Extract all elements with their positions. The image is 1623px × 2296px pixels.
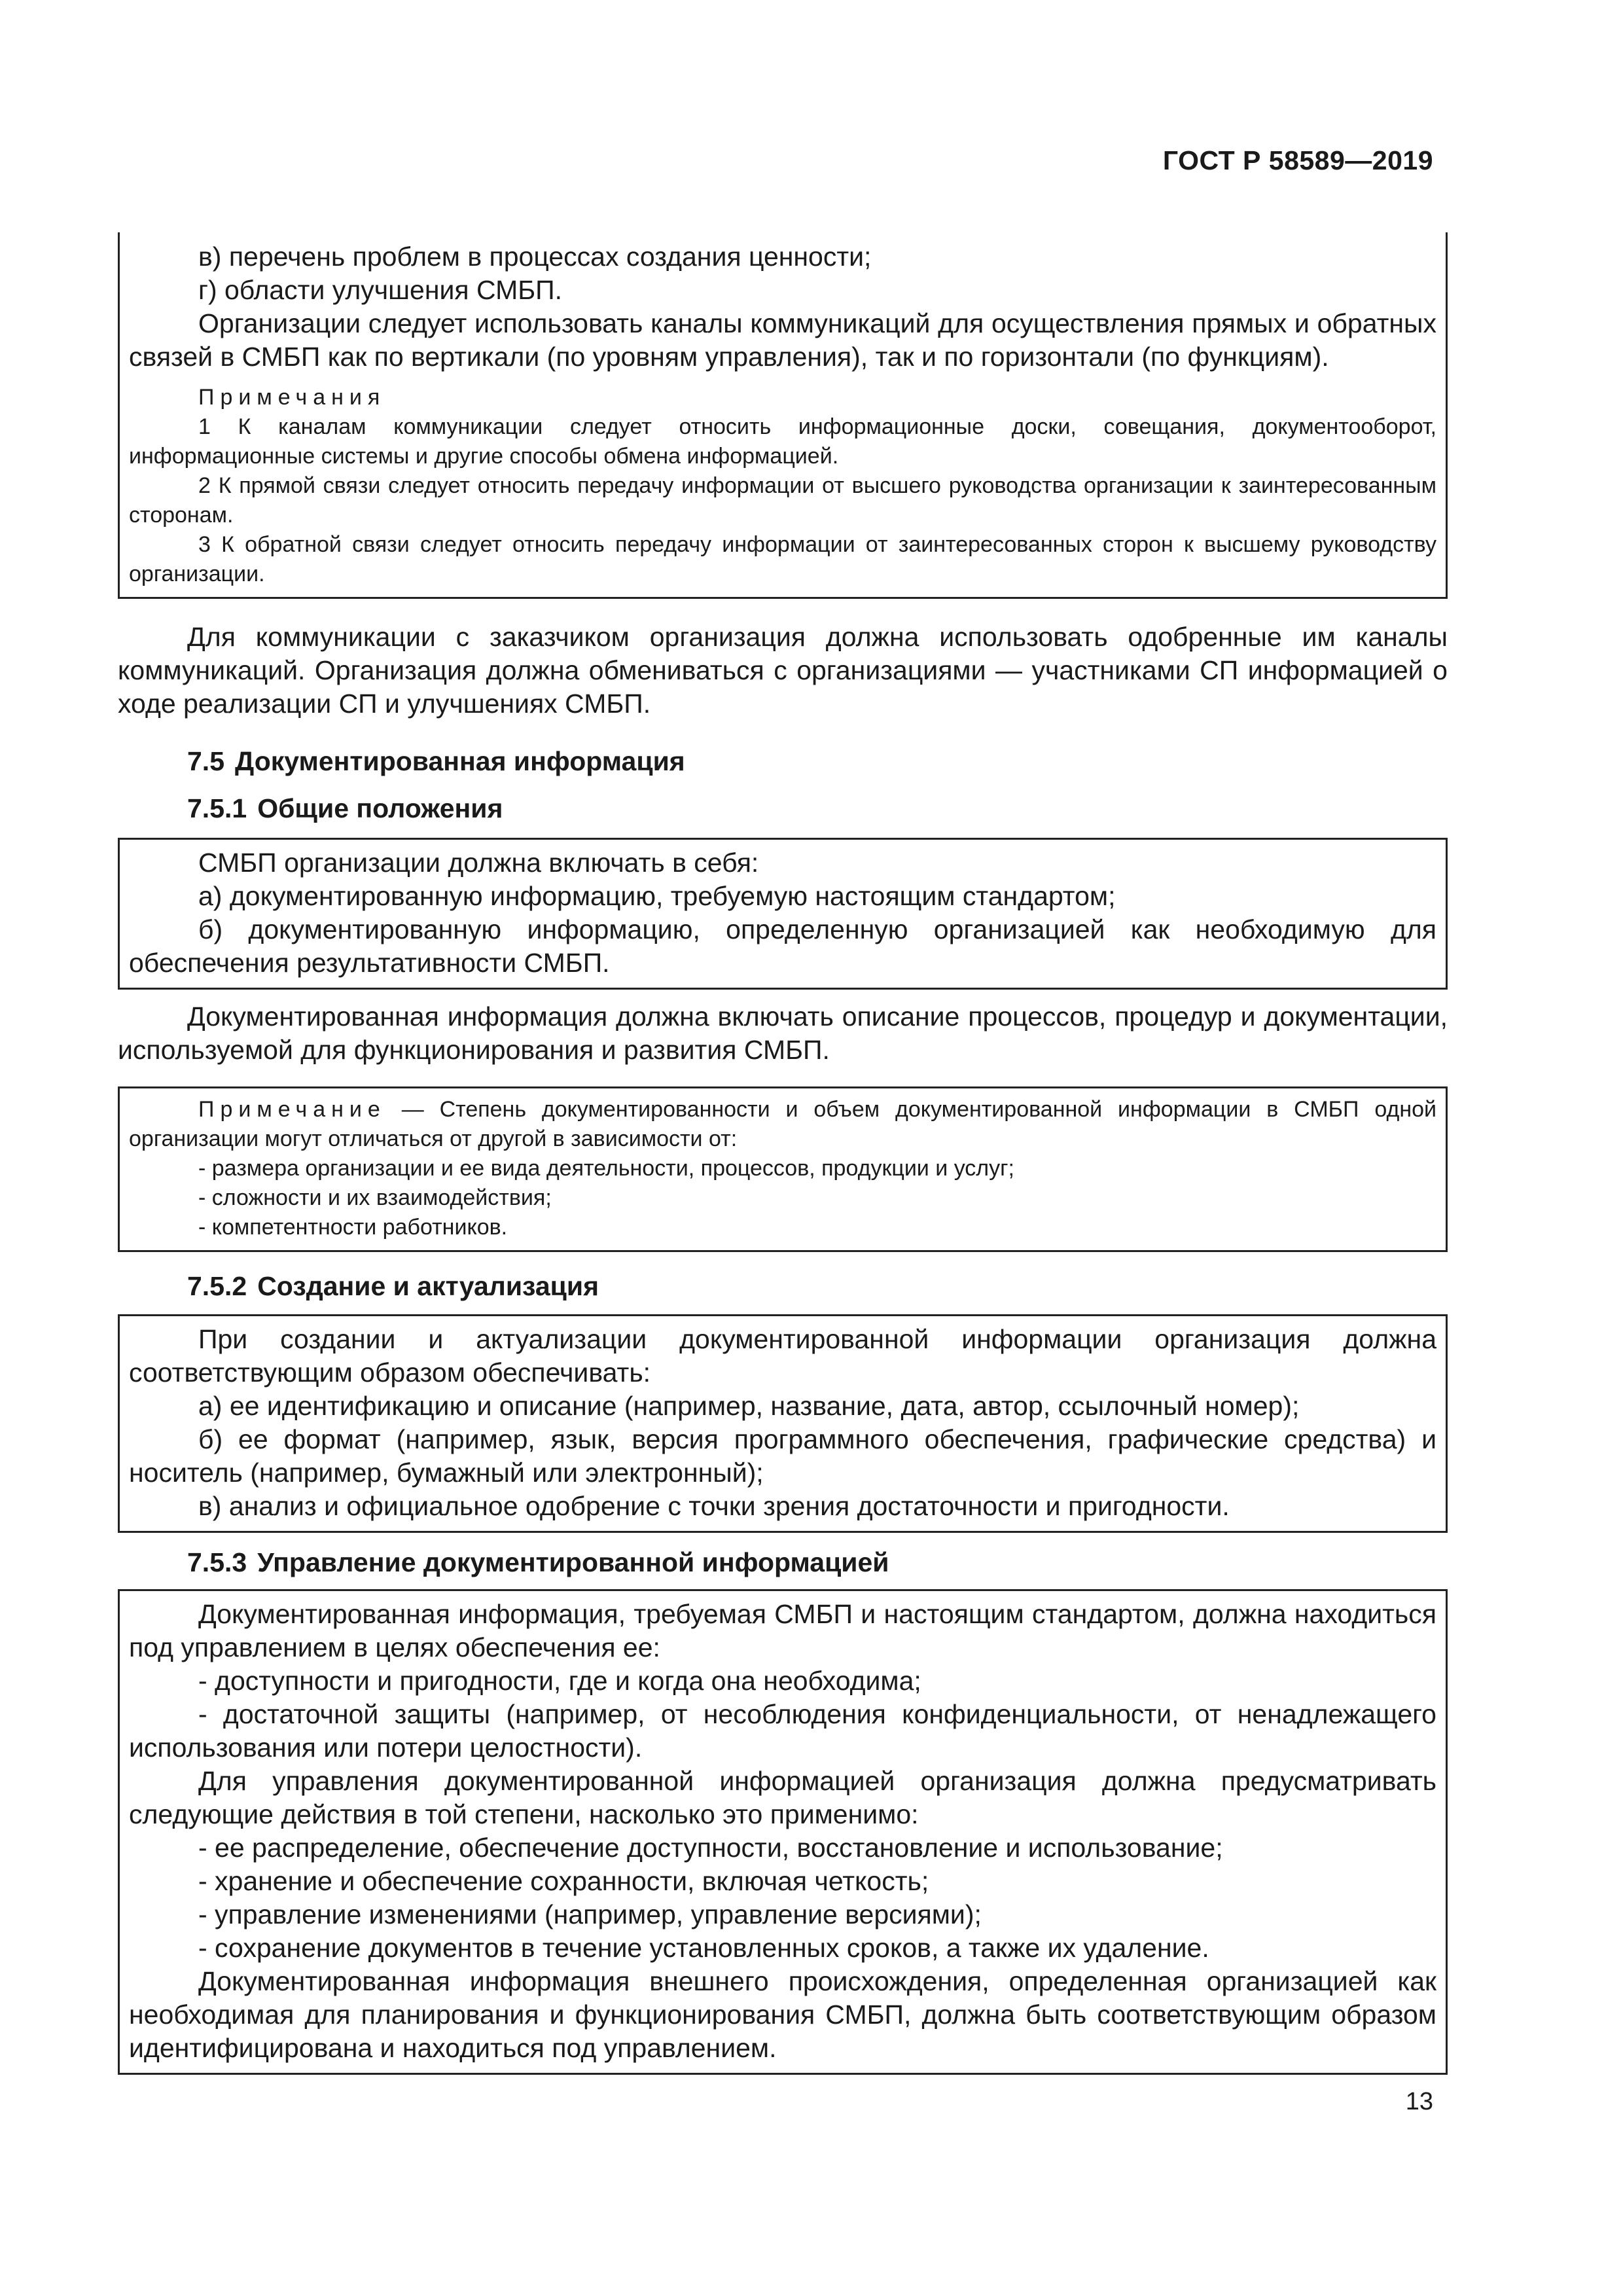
note-list-item: - сложности и их взаимодействия; [198,1185,552,1210]
note-list-item: - размера организации и ее вида деятельности, процессов, продукции и услуг; [198,1156,1014,1181]
box-7-5-1 [118,838,1448,990]
section-heading-7-5 [187,745,685,778]
paragraph: Организации следует использовать каналы коммуникаций для осуществления прямых и обратных связей в СМБП как по вертикали (по уровням управления), так и по горизонтали (по функциям). [129,308,1436,372]
paragraph: Для коммуникации с заказчиком организация должна использовать одобренные им каналы коммуникаций. Организация должна обмениваться с организациями — участниками СП информацией о ходе реализации СП и улучшениях СМБП. [118,622,1448,719]
list-item: в) перечень проблем в процессах создания ценности; [198,242,872,272]
section-number: 7.5.3 [187,1547,247,1577]
section-title: Общие положения [257,793,503,823]
section-title: Документированная информация [235,746,685,776]
section-title: Создание и актуализация [257,1271,599,1301]
list-item: б) документированную информацию, определенную организацией как необходимую для обеспечения результативности СМБП. [129,914,1436,978]
note-label: Примечание [198,1097,386,1122]
section-heading-7-5-1 [187,792,503,825]
note-paragraph [129,1095,1436,1154]
customer-paragraph-block [118,620,1448,721]
section-number: 7.5.1 [187,793,247,823]
list-item: в) анализ и официальное одобрение с точки зрения достаточности и пригодности. [198,1491,1230,1521]
section-heading-7-5-2 [187,1270,599,1303]
paragraph: При создании и актуализации документированной информации организация должна соответствующим образом обеспечивать: [129,1324,1436,1388]
note-box-7-5-1 [118,1086,1448,1252]
list-item: - достаточной защиты (например, от несоблюдения конфиденциальности, от ненадлежащего использования или потери целостности). [129,1699,1436,1763]
list-item: а) ее идентификацию и описание (например, название, дата, автор, ссылочный номер); [198,1391,1300,1421]
section-title: Управление документированной информацией [257,1547,889,1577]
notes-title: Примечания [198,385,386,410]
section-heading-7-5-3 [187,1546,889,1579]
note-list-item: - компетентности работников. [198,1215,508,1240]
paragraph: СМБП организации должна включать в себя: [198,848,759,878]
list-item: - ее распределение, обеспечение доступности, восстановление и использование; [198,1833,1223,1863]
note-item: 1 К каналам коммуникации следует относить информационные доски, совещания, документооборот, информационные системы и другие способы обмена информацией. [129,414,1436,469]
document-header: ГОСТ Р 58589—2019 [1162,145,1433,175]
note-text: — Степень документированности и объем документированной информации в СМБП одной организации могут отличаться от другой в зависимости от: [129,1097,1436,1151]
top-box [118,232,1448,599]
box-7-5-2 [118,1314,1448,1533]
paragraph: Документированная информация должна включать описание процессов, процедур и документации, используемой для функционирования и развития СМБП. [118,1001,1448,1065]
list-item: б) ее формат (например, язык, версия программного обеспечения, графические средства) и носитель (например, бумажный или электронный); [129,1424,1436,1488]
list-item: а) документированную информацию, требуемую настоящим стандартом; [198,881,1116,911]
list-item: - доступности и пригодности, где и когда она необходима; [198,1666,921,1696]
list-item: г) области улучшения СМБП. [198,275,563,305]
paragraph: Документированная информация, требуемая СМБП и настоящим стандартом, должна находиться под управлением в целях обеспечения ее: [129,1599,1436,1662]
list-item: - управление изменениями (например, управление версиями); [198,1899,982,1929]
page-number: 13 [1405,2088,1433,2115]
doc-info-paragraph-block [118,1000,1448,1067]
note-item: 2 К прямой связи следует относить передачу информации от высшего руководства организации к заинтересованным сторонам. [129,473,1436,528]
box-7-5-3 [118,1589,1448,2075]
section-number: 7.5.2 [187,1271,247,1301]
note-item: 3 К обратной связи следует относить передачу информации от заинтересованных сторон к высшему руководству организации. [129,532,1436,586]
section-number: 7.5 [187,746,224,776]
paragraph: Для управления документированной информацией организация должна предусматривать следующие действия в той степени, насколько это применимо: [129,1766,1436,1829]
paragraph: Документированная информация внешнего происхождения, определенная организацией как необходимая для планирования и функционирования СМБП, должна быть соответствующим образом идентифицирована и находиться под управлением. [129,1966,1436,2063]
list-item: - хранение и обеспечение сохранности, включая четкость; [198,1866,929,1896]
list-item: - сохранение документов в течение установленных сроков, а также их удаление. [198,1933,1209,1963]
